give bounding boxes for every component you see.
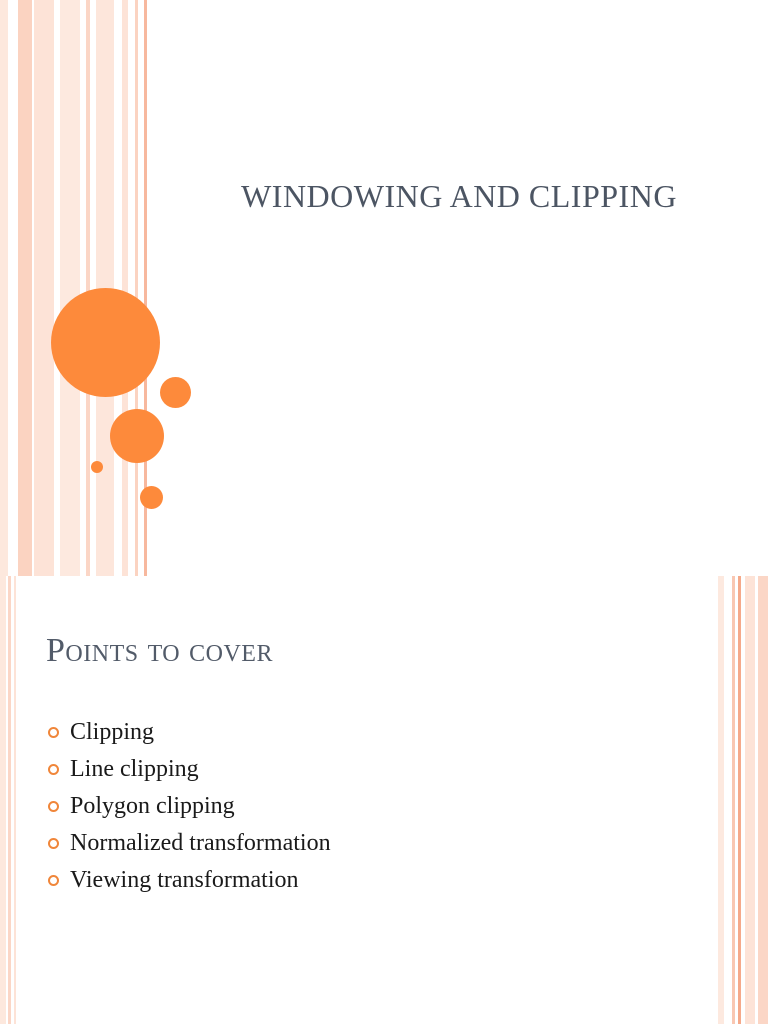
- list-item: [46, 825, 331, 862]
- list-item-text: Clipping: [70, 719, 155, 745]
- bullet-icon: [48, 764, 59, 775]
- content-slide: [0, 576, 768, 1024]
- decor-stripe: [135, 0, 138, 576]
- list-item-text: Normalized transformation: [70, 830, 331, 856]
- large-circle: [51, 288, 160, 397]
- list-item: [46, 862, 331, 899]
- decor-stripe: [718, 576, 724, 1024]
- bullet-icon: [48, 727, 59, 738]
- decor-stripe: [745, 576, 755, 1024]
- decor-stripe: [8, 576, 11, 1024]
- list-item-text: Line clipping: [70, 756, 199, 782]
- decor-stripe: [738, 576, 741, 1024]
- list-item: [46, 714, 331, 751]
- medium-circle: [110, 409, 164, 463]
- list-item: [46, 788, 331, 825]
- small-circle: [160, 377, 191, 408]
- decor-stripe: [122, 0, 128, 576]
- decor-stripe: [14, 576, 16, 1024]
- slide-title: Points to cover: [46, 632, 273, 669]
- tiny-circle: [91, 461, 103, 473]
- decor-stripe: [18, 0, 32, 576]
- slide-title: WINDOWING AND CLIPPING: [241, 178, 677, 214]
- bullet-icon: [48, 875, 59, 886]
- decor-stripe: [758, 576, 768, 1024]
- bullet-icon: [48, 838, 59, 849]
- bullet-list: [46, 714, 331, 899]
- decor-stripe: [60, 0, 80, 576]
- list-item-text: Polygon clipping: [70, 793, 235, 819]
- bullet-icon: [48, 801, 59, 812]
- decor-stripe: [732, 576, 735, 1024]
- decor-stripe: [86, 0, 90, 576]
- small-circle: [140, 486, 163, 509]
- list-item: [46, 751, 331, 788]
- decor-stripe: [34, 0, 54, 576]
- list-item-text: Viewing transformation: [70, 867, 299, 893]
- decor-stripe: [0, 576, 6, 1024]
- decor-stripe: [0, 0, 8, 576]
